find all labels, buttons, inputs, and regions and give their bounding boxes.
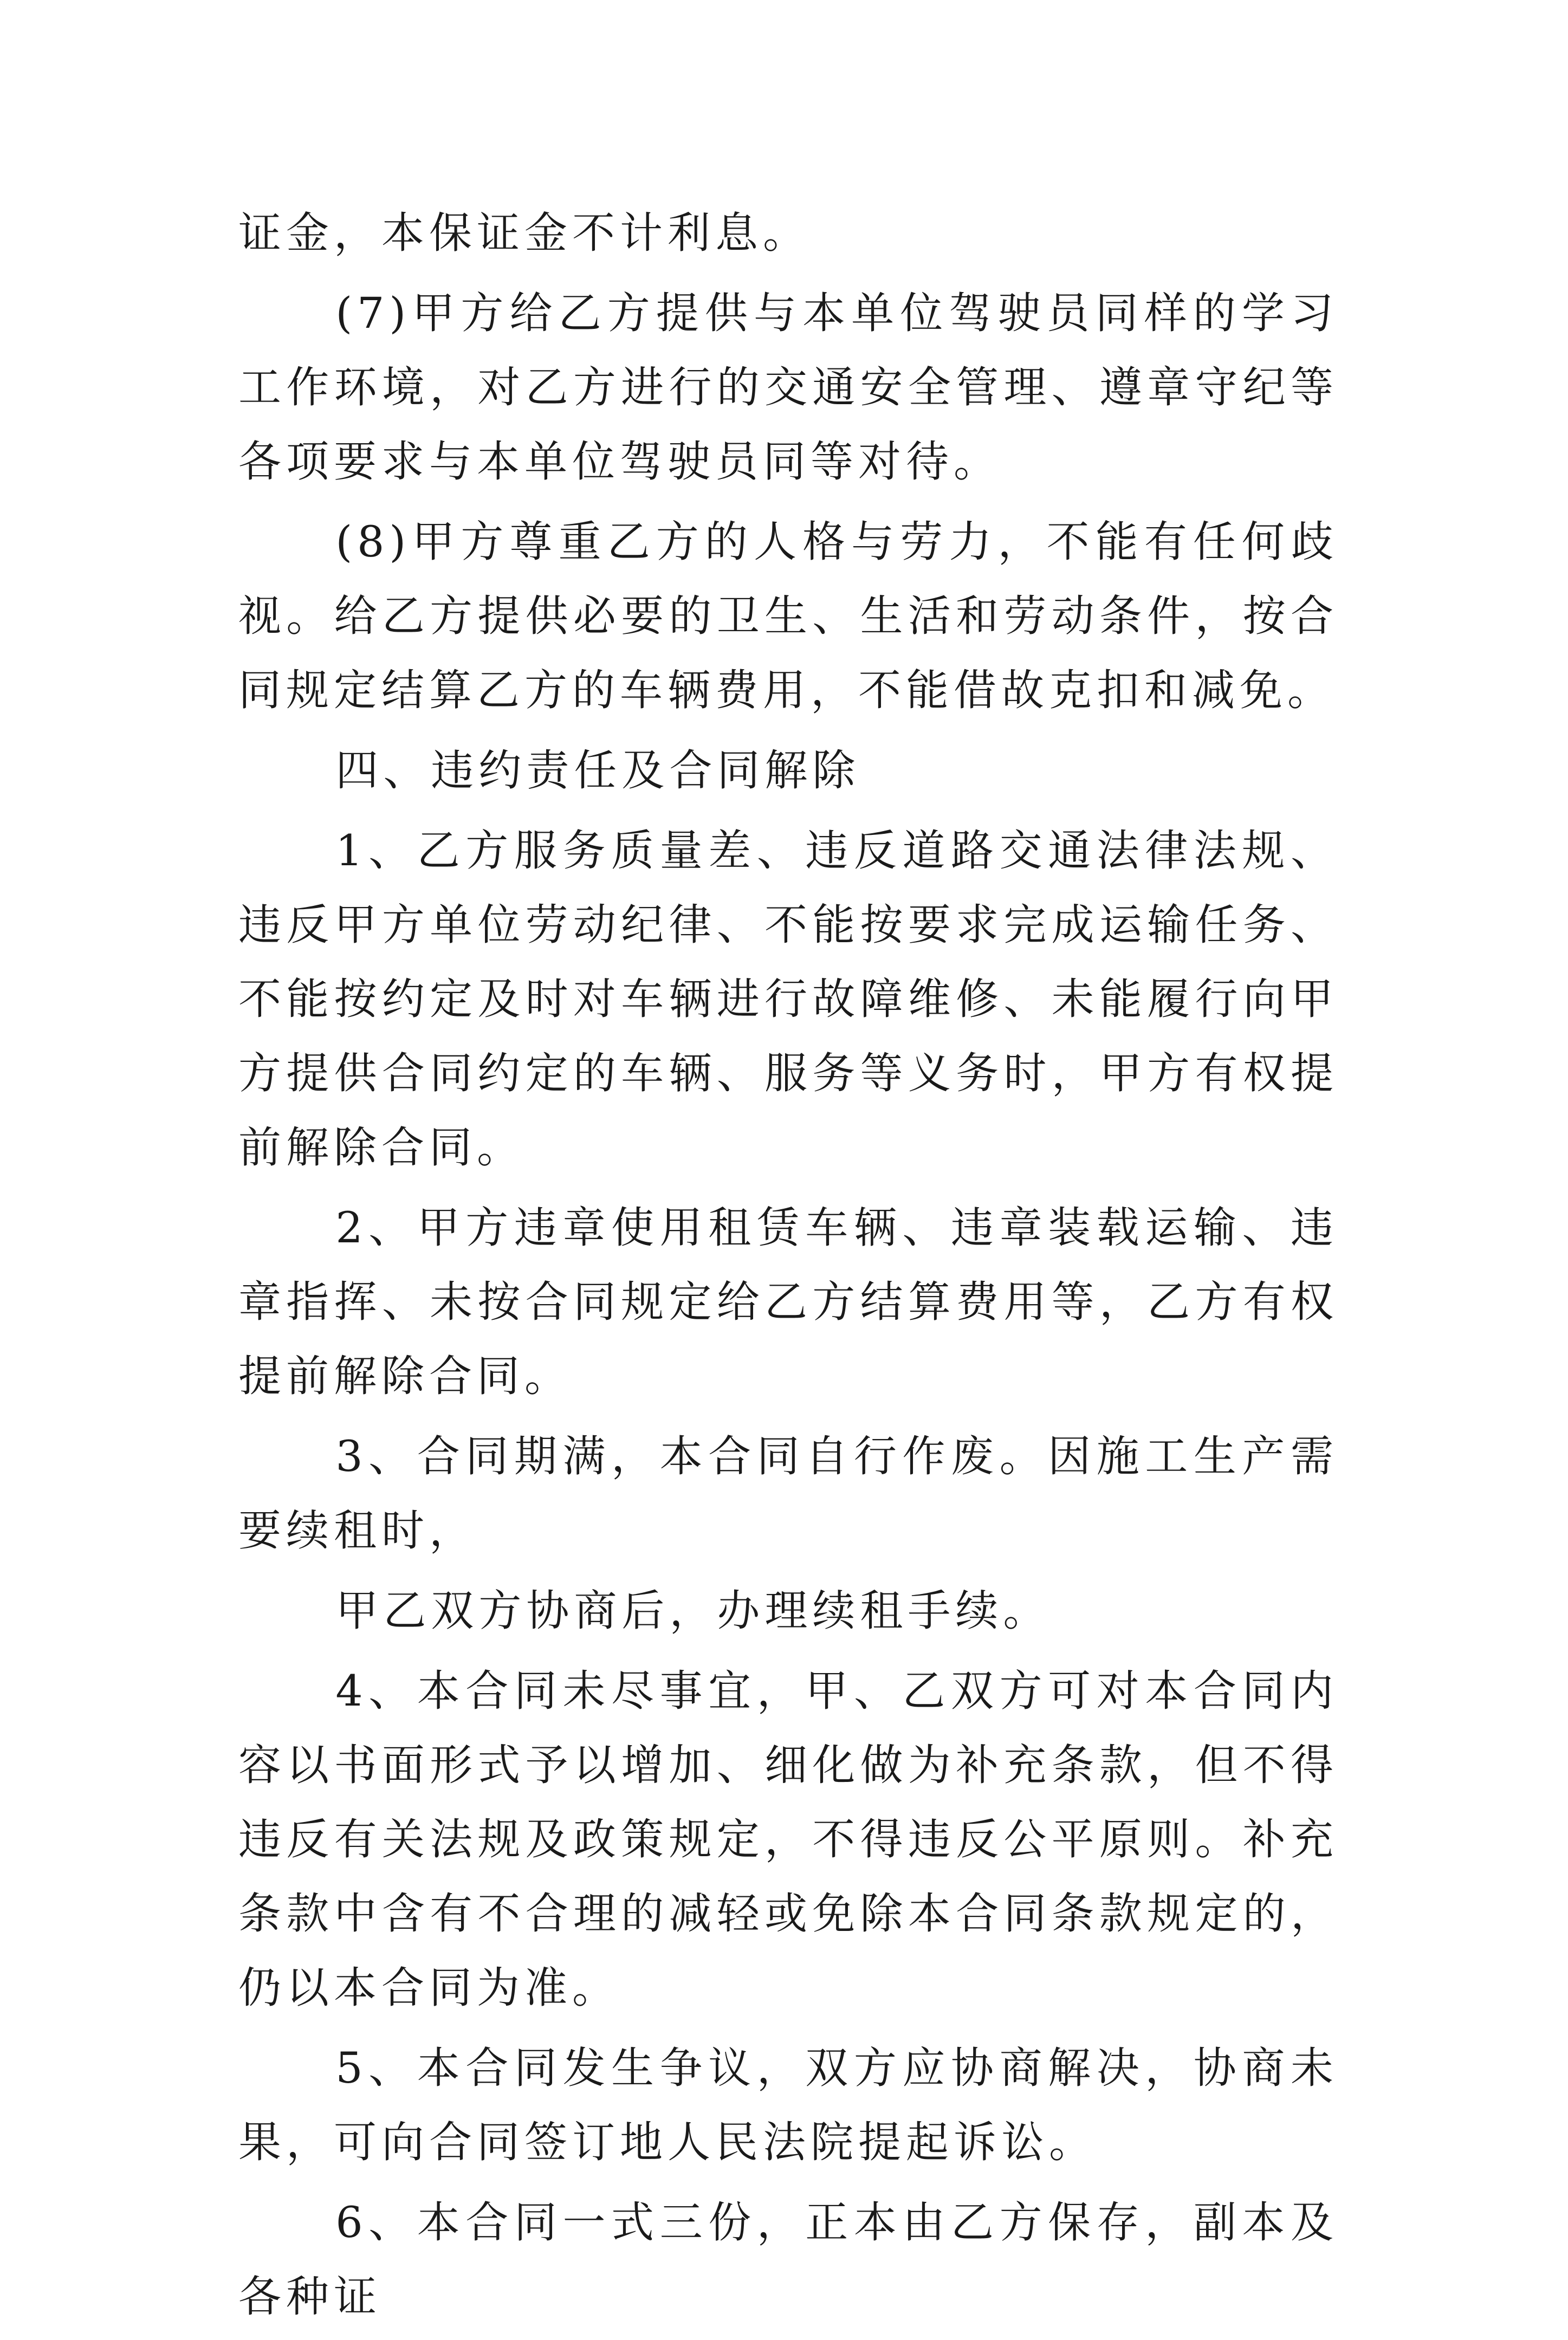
paragraph-item-4: 4、本合同未尽事宜，甲、乙双方可对本合同内容以书面形式予以增加、细化做为补充条款，但不得违反有关法规及政策规定，不得违反公平原则。补充条款中含有不合理的减轻或免除本合同条款规定的，仍以本合同为准。 (238, 1666, 1338, 2013)
section-heading-breach-termination: 四、违约责任及合同解除 (335, 746, 860, 795)
paragraph-item-3-continued: 甲乙双方协商后，办理续租手续。 (335, 1586, 1051, 1636)
contract-body (238, 196, 1338, 2340)
paragraph-item-6: 6、本合同一式三份，正本由乙方保存，副本及各种证 (238, 2198, 1338, 2322)
paragraph-item-1: 1、乙方服务质量差、违反道路交通法律法规、违反甲方单位劳动纪律、不能按要求完成运输任务、不能按约定及时对车辆进行故障维修、未能履行向甲方提供合同约定的车辆、服务等义务时，甲方有权提前解除合同。 (238, 826, 1338, 1172)
paragraph-deposit-continued: 证金，本保证金不计利息。 (238, 208, 811, 258)
paragraph-item-2: 2、甲方违章使用租赁车辆、违章装载运输、违章指挥、未按合同规定给乙方结算费用等，乙方有权提前解除合同。 (238, 1203, 1338, 1401)
paragraph-item-3: 3、合同期满，本合同自行作废。因施工生产需要续租时， (238, 1431, 1338, 1555)
paragraph-clause-8: (8)甲方尊重乙方的人格与劳力，不能有任何歧视。给乙方提供必要的卫生、生活和劳动条件，按合同规定结算乙方的车辆费用，不能借故克扣和减免。 (238, 517, 1338, 715)
paragraph-clause-7: (7)甲方给乙方提供与本单位驾驶员同样的学习工作环境，对乙方进行的交通安全管理、遵章守纪等各项要求与本单位驾驶员同等对待。 (238, 288, 1338, 487)
paragraph-item-5: 5、本合同发生争议，双方应协商解决，协商未果，可向合同签订地人民法院提起诉讼。 (238, 2043, 1338, 2167)
